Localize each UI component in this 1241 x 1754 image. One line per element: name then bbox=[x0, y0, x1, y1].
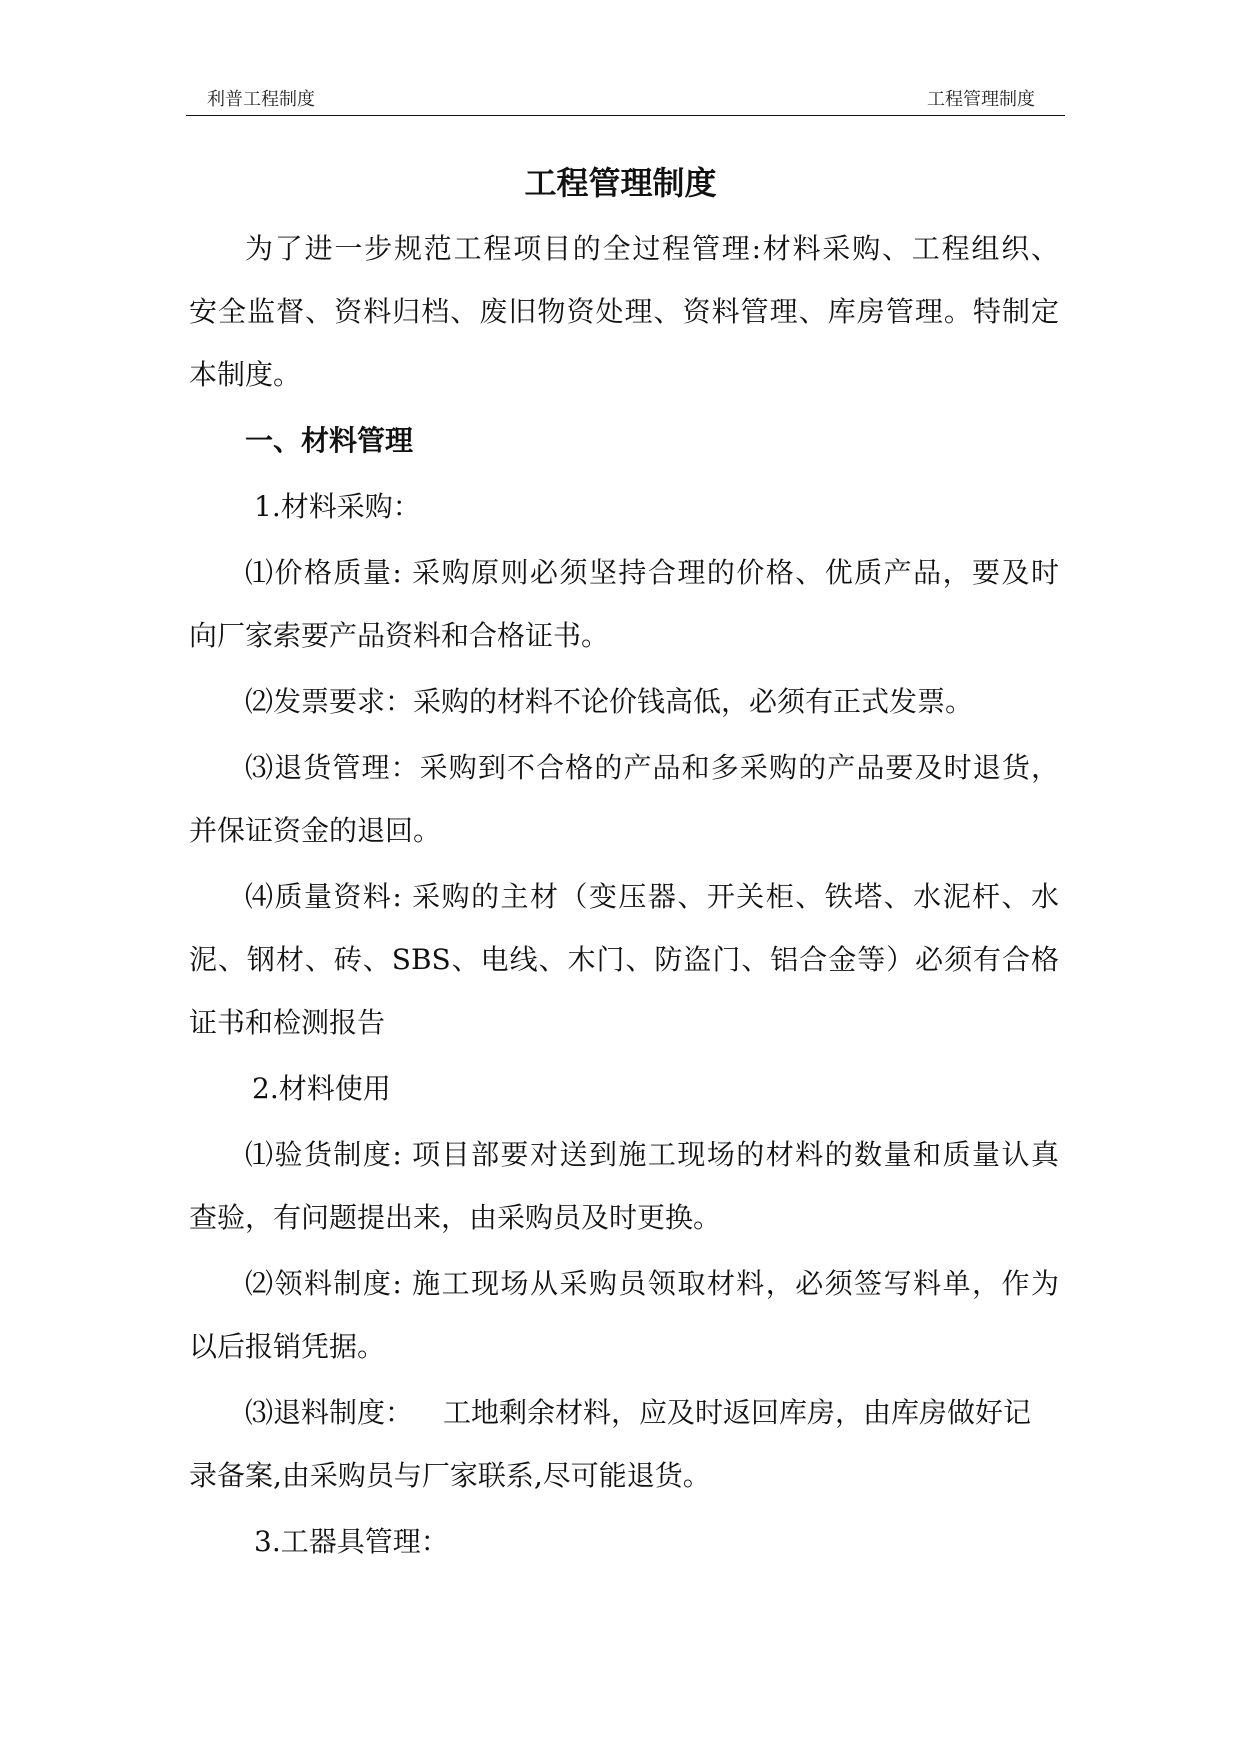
purchase-item-4-line-1: ⑷质量资料: 采购的主材（变压器、开关柜、铁塔、水泥杆、水 bbox=[245, 880, 1059, 913]
usage-item-3-line-1 bbox=[245, 1393, 1031, 1433]
header-left-text: 利普工程制度 bbox=[207, 89, 315, 110]
subsection-heading-tools: 3.工器具管理： bbox=[254, 1525, 449, 1558]
header-right-text: 工程管理制度 bbox=[927, 89, 1035, 110]
intro-line-1: 为了进一步规范工程项目的全过程管理:材料采购、工程组织、 bbox=[245, 232, 1059, 265]
intro-line-2: 安全监督、资料归档、废旧物资处理、资料管理、库房管理。特制定 bbox=[189, 295, 1059, 328]
intro-line-3: 本制度。 bbox=[189, 358, 302, 391]
usage-item-2-line-1: ⑵领料制度: 施工现场从采购员领取材料，必须签写料单，作为 bbox=[245, 1267, 1059, 1300]
purchase-item-4-line-2: 泥、钢材、砖、SBS、电线、木门、防盗门、铝合金等）必须有合格 bbox=[189, 943, 1059, 976]
subsection-heading-usage: 2.材料使用 bbox=[252, 1072, 391, 1105]
subsection-heading-purchase: 1.材料采购： bbox=[254, 490, 421, 523]
purchase-item-1-line-2: 向厂家索要产品资料和合格证书。 bbox=[189, 619, 610, 652]
purchase-item-3-line-2: 并保证资金的退回。 bbox=[189, 814, 442, 847]
usage-item-3-text: 工地剩余材料，应及时返回库房，由库房做好记 bbox=[443, 1396, 1032, 1429]
usage-item-1-line-1: ⑴验货制度: 项目部要对送到施工现场的材料的数量和质量认真 bbox=[245, 1138, 1059, 1171]
header-divider bbox=[186, 115, 1065, 116]
purchase-item-4-line-3: 证书和检测报告 bbox=[189, 1006, 386, 1039]
usage-item-3-prefix: ⑶退料制度： bbox=[245, 1396, 414, 1429]
section-heading-materials: 一、材料管理 bbox=[245, 424, 414, 457]
usage-item-2-line-2: 以后报销凭据。 bbox=[189, 1330, 386, 1363]
usage-item-1-line-2: 查验，有问题提出来，由采购员及时更换。 bbox=[189, 1201, 722, 1234]
purchase-item-2: ⑵发票要求：采购的材料不论价钱高低，必须有正式发票。 bbox=[245, 685, 974, 718]
page-title: 工程管理制度 bbox=[524, 164, 717, 202]
usage-item-3-line-2: 录备案,由采购员与厂家联系,尽可能退货。 bbox=[189, 1459, 711, 1492]
purchase-item-3-line-1: ⑶退货管理：采购到不合格的产品和多采购的产品要及时退货， bbox=[245, 751, 1059, 784]
purchase-item-1-line-1: ⑴价格质量: 采购原则必须坚持合理的价格、优质产品，要及时 bbox=[245, 556, 1059, 589]
